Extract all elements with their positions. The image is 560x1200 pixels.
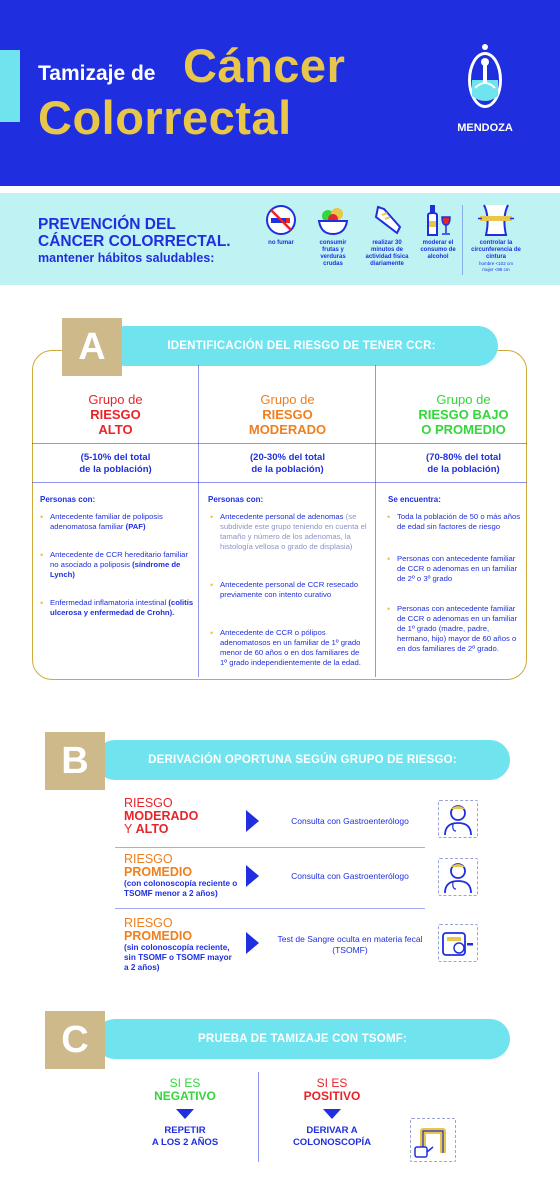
habit-separator xyxy=(462,205,463,275)
wine-bottle-icon xyxy=(421,203,455,237)
group-low-risk: Grupo de RIESGO BAJO O PROMEDIO xyxy=(418,392,509,437)
negative-result: SI ES NEGATIVO REPETIR A LOS 2 AÑOS xyxy=(151,1076,219,1148)
section-a-title: IDENTIFICACIÓN DEL RIESGO DE TENER CCR: xyxy=(105,326,498,366)
sneaker-icon xyxy=(370,203,404,237)
row-divider xyxy=(115,908,425,909)
section-a-badge: A xyxy=(62,318,122,376)
section-b-title: DERIVACIÓN OPORTUNA SEGÚN GRUPO DE RIESGO: xyxy=(95,740,510,780)
prevention-title: PREVENCIÓN DEL CÁNCER COLORRECTAL. xyxy=(38,216,231,250)
criteria-item: • Antecedente personal de adenomas (se subdivide este grupo teniendo en cuenta el tamaño y número de los adenomas, la histología vellosa o grado de displasia) xyxy=(210,512,367,551)
fruit-bowl-icon xyxy=(316,203,350,237)
logo-text: MENDOZA xyxy=(457,122,513,134)
habit-fruits: consumir frutas y verduras crudas xyxy=(313,203,353,268)
referral-row-label: RIESGO PROMEDIO (sin colonoscopía reciente, sin TSOMF o TSOMF mayor a 2 años) xyxy=(124,916,232,972)
prevention-subtitle: mantener hábitos saludables: xyxy=(38,251,215,265)
row-divider xyxy=(115,847,425,848)
arrow-right-icon xyxy=(246,865,259,887)
colonoscopy-icon xyxy=(411,1119,455,1161)
criteria-item: • Antecedente personal de CCR resecado previamente con intento curativo xyxy=(210,580,359,599)
referral-row-label: RIESGO MODERADO Y ALTO xyxy=(124,796,199,836)
positive-result: SI ES POSITIVO DERIVAR A COLONOSCOPÍA xyxy=(292,1076,372,1148)
header-accent-bar xyxy=(0,50,20,122)
prevention-band xyxy=(0,193,560,285)
arrow-right-icon xyxy=(246,810,259,832)
row-divider xyxy=(32,443,527,444)
habit-activity: realizar 30 minutos de actividad física diariamente xyxy=(362,203,412,268)
habit-waist: controlar la circunferencia de cintura hombre <102 cm mujer <88 cm xyxy=(468,203,524,273)
referral-action: Test de Sangre oculta en materia fecal (TSOMF) xyxy=(277,934,423,955)
row-divider xyxy=(32,482,527,483)
group-high-percentage: (5-10% del total de la población) xyxy=(79,452,152,475)
section-b-badge: B xyxy=(45,732,105,790)
criteria-title: Se encuentra: xyxy=(388,495,441,504)
group-moderate-risk: Grupo de RIESGO MODERADO xyxy=(248,392,327,437)
criteria-item: • Antecedente de CCR o pólipos adenomatosos en un familiar de 1º grado menor de 60 años o en dos familiares de 1º grado independientemente de la edad. xyxy=(210,628,361,667)
icon-frame xyxy=(438,800,478,838)
arrow-down-icon xyxy=(176,1109,194,1119)
criteria-title: Personas con: xyxy=(208,495,264,504)
title-small: Tamizaje de xyxy=(38,62,156,85)
habit-alcohol: moderar el consumo de alcohol xyxy=(416,203,460,261)
title-colorrectal: Colorrectal xyxy=(38,91,292,144)
waist-measure-icon xyxy=(476,203,516,237)
section-c-badge: C xyxy=(45,1011,105,1069)
referral-action: Consulta con Gastroenterólogo xyxy=(291,871,409,881)
doctor-icon xyxy=(439,801,477,837)
referral-row-label: RIESGO PROMEDIO (con colonoscopía reciente o TSOMF menor a 2 años) xyxy=(124,852,238,898)
habit-no-smoking: no fumar xyxy=(258,203,304,247)
mendoza-crest-icon xyxy=(465,44,505,114)
result-separator xyxy=(258,1072,259,1162)
criteria-title: Personas con: xyxy=(40,495,96,504)
criteria-item: • Antecedente familiar de poliposis adenomatosa familiar (PAF) xyxy=(40,512,163,531)
section-c-title: PRUEBA DE TAMIZAJE CON TSOMF: xyxy=(95,1019,510,1059)
referral-action: Consulta con Gastroenterólogo xyxy=(291,816,409,826)
group-low-percentage: (70-80% del total de la población) xyxy=(426,452,501,475)
header xyxy=(0,0,560,186)
icon-frame xyxy=(410,1118,456,1162)
no-smoking-icon xyxy=(264,203,298,237)
criteria-item: • Personas con antecedente familiar de CCR o adenomas en un familiar de 1º grado (madre, padre, hermano, hijo) mayor de 60 años o en dos familiares de 2º grado. xyxy=(387,604,518,653)
criteria-item: • Personas con antecedente familiar de CCR o adenomas en un familiar de 2º o 3º grado xyxy=(387,554,518,583)
criteria-item: • Antecedente de CCR hereditario familiar no asociado a poliposis (síndrome de Lynch) xyxy=(40,550,189,579)
stool-test-kit-icon xyxy=(439,925,477,961)
group-high-risk: Grupo de RIESGO ALTO xyxy=(88,392,143,437)
title-cancer: Cáncer xyxy=(183,39,346,92)
icon-frame xyxy=(438,924,478,962)
doctor-icon xyxy=(439,859,477,895)
arrow-right-icon xyxy=(246,932,259,954)
arrow-down-icon xyxy=(323,1109,341,1119)
criteria-item: • Toda la población de 50 o más años de edad sin factores de riesgo xyxy=(387,512,521,531)
criteria-item: • Enfermedad inflamatoria intestinal (colitis ulcerosa y enfermedad de Crohn). xyxy=(40,598,194,617)
group-moderate-percentage: (20-30% del total de la población) xyxy=(250,452,325,475)
icon-frame xyxy=(438,858,478,896)
